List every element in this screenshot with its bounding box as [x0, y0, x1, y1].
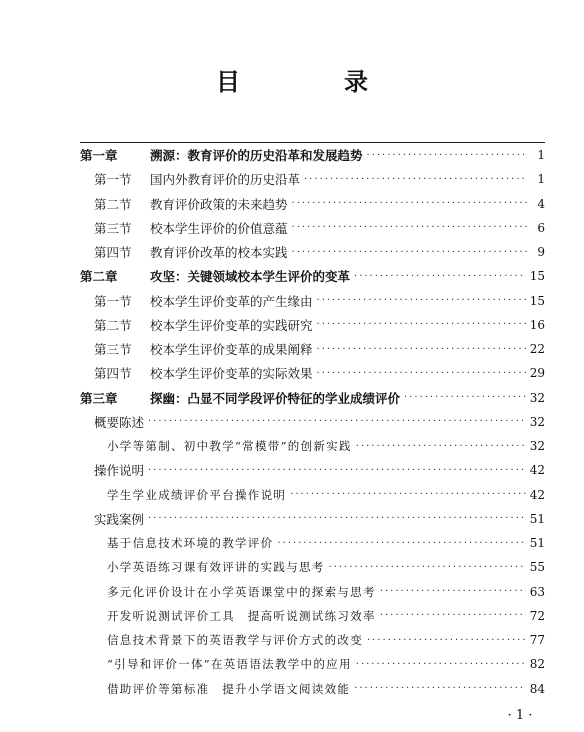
dot-leader	[317, 344, 526, 355]
dot-leader	[380, 586, 526, 597]
page-ref: 16	[529, 317, 545, 332]
page-ref: 51	[529, 536, 545, 551]
section-number: 第一节	[94, 172, 132, 188]
group-title: 实践案例	[94, 511, 145, 527]
item-title: 小学英语练习课有效评讲的实践与思考	[107, 560, 325, 575]
toc-section[interactable]	[80, 361, 545, 385]
toc-section[interactable]	[80, 216, 545, 240]
section-title: 校本学生评价变革的实际效果	[150, 366, 313, 382]
dot-leader	[404, 392, 526, 403]
toc-item[interactable]	[80, 555, 545, 579]
section-number: 第一节	[94, 293, 132, 309]
dot-leader	[356, 659, 526, 670]
dot-leader	[367, 150, 527, 161]
toc-section[interactable]	[80, 313, 545, 337]
dot-leader	[380, 610, 526, 621]
item-title: 学生学业成绩评价平台操作说明	[107, 487, 287, 502]
section-title: 教育评价政策的未来趋势	[150, 196, 288, 212]
chapter-number: 第一章	[80, 148, 118, 164]
toc-item[interactable]	[80, 652, 545, 676]
section-number: 第四节	[94, 366, 132, 382]
dot-leader	[292, 222, 527, 233]
dot-leader	[317, 368, 526, 379]
section-title: 教育评价改革的校本实践	[150, 245, 288, 261]
group-title: 操作说明	[94, 463, 145, 479]
dot-leader	[329, 562, 526, 573]
page-ref: 32	[529, 439, 545, 454]
dot-leader	[292, 198, 527, 209]
toc-item[interactable]	[80, 677, 545, 701]
page-ref: 42	[529, 487, 545, 502]
item-title: 借助评价等第标准 提升小学语文阅读效能	[107, 681, 351, 696]
item-title: 信息技术背景下的英语教学与评价方式的改变	[107, 633, 363, 648]
page-ref: 1	[537, 172, 545, 187]
toc-section[interactable]	[80, 289, 545, 313]
page-ref: 77	[529, 633, 545, 648]
section-number: 第三节	[94, 342, 132, 358]
page-ref: 4	[537, 196, 545, 211]
dot-leader	[356, 441, 526, 452]
page-ref: 72	[529, 608, 545, 623]
chapter-number: 第三章	[80, 390, 118, 406]
page-ref: 42	[529, 463, 545, 478]
section-number: 第二节	[94, 317, 132, 333]
section-title: 校本学生评价变革的实践研究	[150, 317, 313, 333]
toc-section[interactable]	[80, 337, 545, 361]
dot-leader	[277, 538, 525, 549]
group-title: 概要陈述	[94, 414, 145, 430]
section-number: 第三节	[94, 220, 132, 236]
section-title: 校本学生评价变革的成果阐释	[150, 342, 313, 358]
page-ref: 15	[529, 269, 545, 284]
item-title: 小学等第制、初中教学“常模带”的创新实践	[107, 439, 352, 454]
page-ref: 51	[529, 511, 545, 526]
section-number: 第二节	[94, 196, 132, 212]
page-title: 目 录	[216, 68, 408, 96]
table-of-contents	[80, 142, 545, 701]
toc-group[interactable]	[80, 507, 545, 531]
page-ref: 6	[537, 220, 545, 235]
toc-chapter-3[interactable]	[80, 386, 545, 410]
dot-leader	[290, 489, 526, 500]
toc-section[interactable]	[80, 192, 545, 216]
chapter-number: 第二章	[80, 269, 118, 285]
toc-section[interactable]	[80, 240, 545, 264]
toc-group[interactable]	[80, 458, 545, 482]
section-title: 校本学生评价的价值意蕴	[150, 220, 288, 236]
section-number: 第四节	[94, 245, 132, 261]
page-ref: 1	[537, 148, 545, 163]
item-title: 开发听说测试评价工具 提高听说测试练习效率	[107, 608, 376, 623]
page-ref: 84	[529, 681, 545, 696]
dot-leader	[354, 271, 526, 282]
dot-leader	[367, 635, 526, 646]
page-number: · 1 ·	[507, 708, 533, 723]
page-ref: 9	[537, 245, 545, 260]
page-ref: 82	[529, 657, 545, 672]
dot-leader	[304, 174, 527, 185]
chapter-title: 攻坚：关键领域校本学生评价的变革	[150, 269, 351, 285]
dot-leader	[292, 247, 527, 258]
page-ref: 55	[529, 560, 545, 575]
toc-item[interactable]	[80, 434, 545, 458]
page-ref: 29	[529, 366, 545, 381]
page-ref: 63	[529, 584, 545, 599]
toc-item[interactable]	[80, 483, 545, 507]
page-ref: 32	[529, 390, 545, 405]
page-ref: 22	[529, 342, 545, 357]
dot-leader	[148, 416, 526, 427]
section-title: 校本学生评价变革的产生缘由	[150, 293, 313, 309]
chapter-title: 溯源：教育评价的历史沿革和发展趋势	[150, 148, 363, 164]
toc-item[interactable]	[80, 531, 545, 555]
dot-leader	[317, 319, 526, 330]
item-title: 基于信息技术环境的教学评价	[107, 536, 274, 551]
page-ref: 32	[529, 414, 545, 429]
chapter-title: 探幽：凸显不同学段评价特征的学业成绩评价	[150, 390, 401, 406]
dot-leader	[148, 513, 526, 524]
toc-section[interactable]	[80, 167, 545, 191]
dot-leader	[148, 465, 526, 476]
page-ref: 15	[529, 293, 545, 308]
item-title: 多元化评价设计在小学英语课堂中的探索与思考	[107, 584, 376, 599]
toc-chapter-1[interactable]	[80, 143, 545, 167]
toc-chapter-2[interactable]	[80, 264, 545, 288]
toc-item[interactable]	[80, 628, 545, 652]
toc-group[interactable]	[80, 410, 545, 434]
item-title: “引导和评价一体”在英语语法教学中的应用	[107, 657, 352, 672]
toc-item[interactable]	[80, 580, 545, 604]
dot-leader	[354, 683, 526, 694]
section-title: 国内外教育评价的历史沿革	[150, 172, 301, 188]
toc-item[interactable]	[80, 604, 545, 628]
dot-leader	[317, 295, 526, 306]
